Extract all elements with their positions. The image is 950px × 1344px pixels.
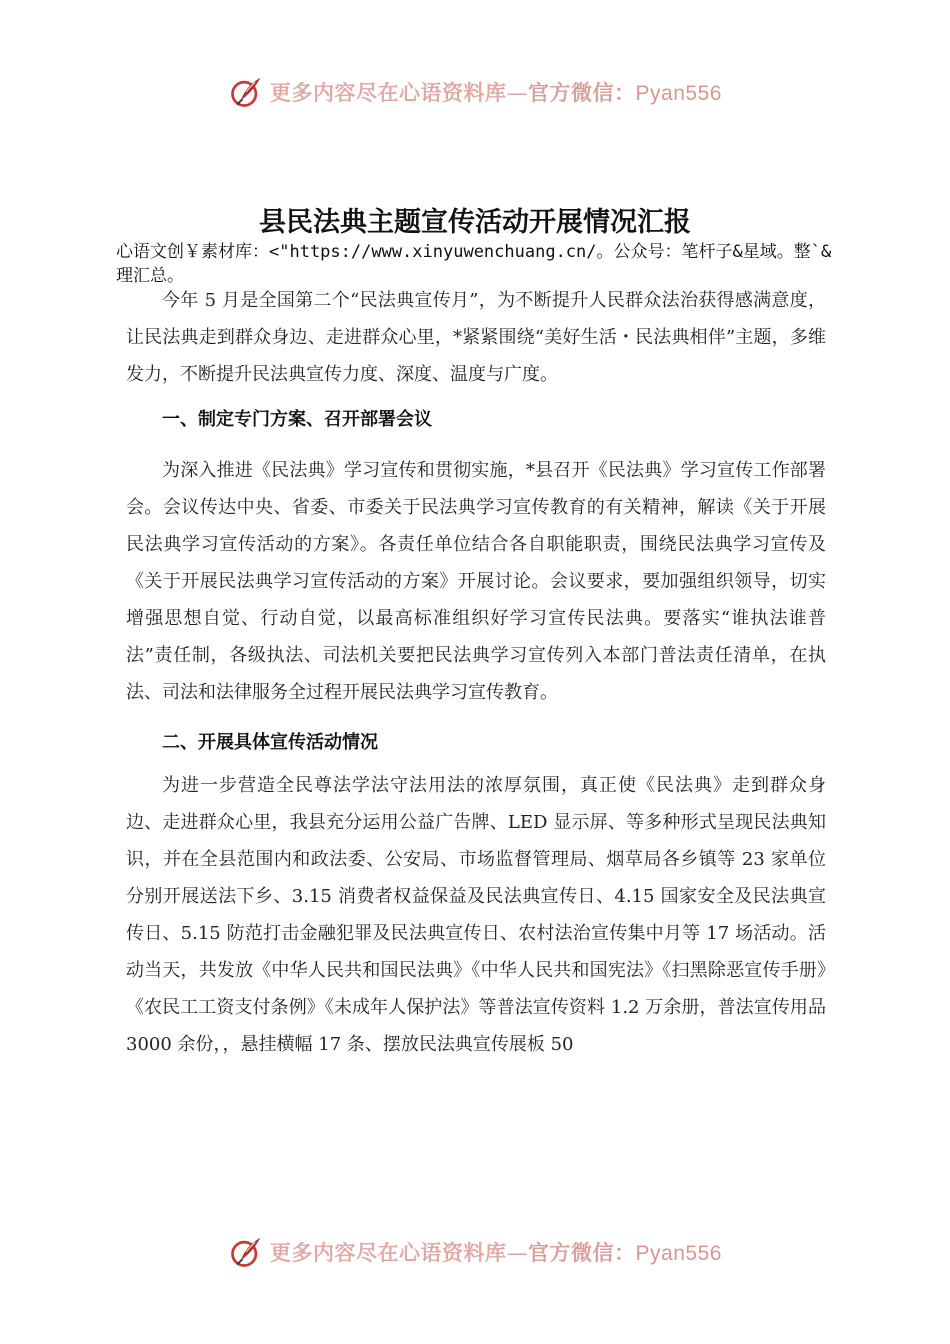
section-2-heading: 二、开展具体宣传活动情况 <box>162 732 378 753</box>
watermark-main: 更多内容尽在心语资料库 <box>270 1241 507 1265</box>
watermark-wechat-label: 官方微信： <box>528 1241 636 1265</box>
watermark-banner-top <box>0 72 950 112</box>
watermark-text <box>270 1237 722 1267</box>
document-title: 县民法典主题宣传活动开展情况汇报 <box>259 207 691 238</box>
section-2-paragraph: 为进一步营造全民尊法学法守法用法的浓厚氛围，真正使《民法典》走到群众身边、走进群众心里，我县充分运用公益广告牌、LED 显示屏、等多种形式呈现民法典知识，并在全县范围内和政法委、公安局、市场监督管理局、烟草局各乡镇等 23 家单位分别开展送法下乡、3.15 消费者权益保益及民法典宣传日、4.15 国家安全及民法典宣传日、5.15 防范打击金融犯罪及民法典宣传日、农村法治宣传集中月等 17 场活动。活动当天，共发放《中华人民共和国民法典》《中华人民共和国宪法》《扫黑除恶宣传手册》《农民工工资支付条例》《未成年人保护法》等普法宣传资料 1.2 万余册，普法宣传用品 3000 余份，，悬挂横幅 17 条、摆放民法典宣传展板 50 <box>126 775 826 1055</box>
watermark-dash: — <box>506 1241 529 1265</box>
feather-quill-circle-icon <box>228 1234 264 1270</box>
source-note: 心语文创￥素材库：<"https://www.xinyuwenchuang.cn/。公众号：笔杆子&星域。整`&理汇总。 <box>116 242 832 286</box>
watermark-dash: — <box>506 81 529 105</box>
watermark-banner-bottom <box>0 1232 950 1272</box>
intro-paragraph: 今年 5 月是全国第二个“民法典宣传月”，为不断提升人民群众法治获得感满意度，让民法典走到群众身边、走进群众心里，*紧紧围绕“美好生活・民法典相伴”主题，多维发力，不断提升民法典宣传力度、深度、温度与广度。 <box>126 290 826 385</box>
section-1-paragraph: 为深入推进《民法典》学习宣传和贯彻实施，*县召开《民法典》学习宣传工作部署会。会议传达中央、省委、市委关于民法典学习宣传教育的有关精神，解读《关于开展民法典学习宣传活动的方案》。各责任单位结合各自职能职责，围绕民法典学习宣传及《关于开展民法典学习宣传活动的方案》开展讨论。会议要求，要加强组织领导，切实增强思想自觉、行动自觉，以最高标准组织好学习宣传民法典。要落实“谁执法谁普法”责任制，各级执法、司法机关要把民法典学习宣传列入本部门普法责任清单，在执法、司法和法律服务全过程开展民法典学习宣传教育。 <box>126 460 826 703</box>
watermark-main: 更多内容尽在心语资料库 <box>270 81 507 105</box>
watermark-wechat-id: Pyan556 <box>635 82 722 105</box>
section-1-heading: 一、制定专门方案、召开部署会议 <box>162 409 432 430</box>
watermark-wechat-id: Pyan556 <box>635 1242 722 1265</box>
feather-quill-circle-icon <box>228 74 264 110</box>
watermark-wechat-label: 官方微信： <box>528 81 636 105</box>
watermark-text <box>270 77 722 107</box>
